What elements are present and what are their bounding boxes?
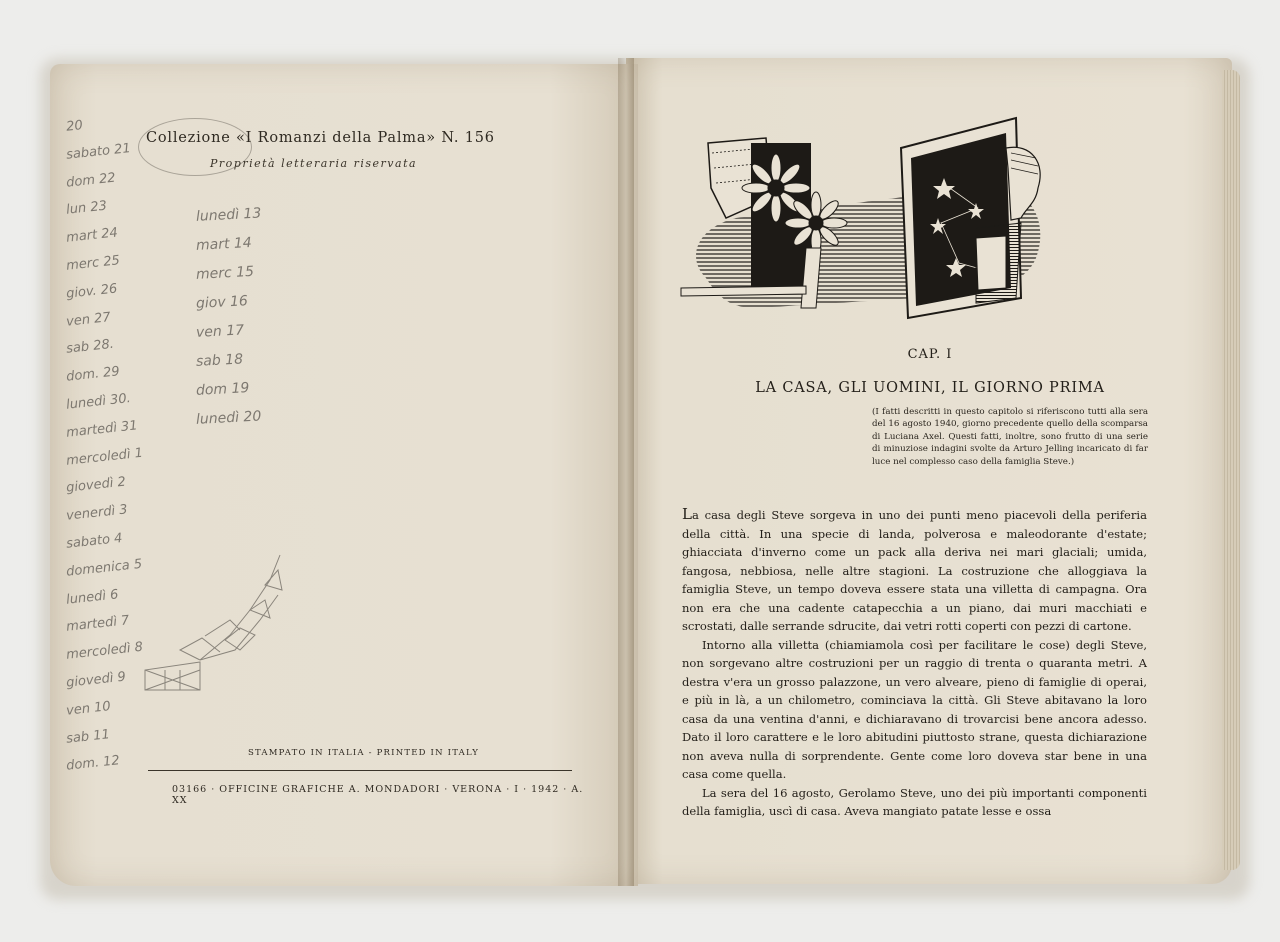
chapter-title: LA CASA, GLI UOMINI, IL GIORNO PRIMA [755,380,1105,396]
printer-imprint: 03166 · OFFICINE GRAFICHE A. MONDADORI · VERONA · I · 1942 · A. XX [172,784,584,806]
handwritten-date: mercoledì 8 [65,639,144,663]
handwritten-date: sab 11 [65,726,111,747]
handwritten-date: lun 23 [65,198,108,219]
handwritten-date: dom 22 [65,170,117,191]
handwritten-date: giov 16 [195,293,249,312]
drop-cap: L [682,505,692,523]
handwritten-date: ven 27 [65,309,112,330]
handwritten-date: martedì 31 [65,418,139,441]
handwritten-date: domenica 5 [65,556,143,580]
page-edges [1222,70,1240,870]
chapter-note: (I fatti descritti in questo capitolo si riferiscono tutti alla sera del 16 agosto 1940, giorno precedente quello della scomparsa di Luciana Axel. Questi fatti, inoltre, sono frutto di una serie di minuziose indagini svolte da Arturo Jelling incaricato di far luce nel complesso caso della famiglia Steve.) [872,407,1148,467]
handwritten-date: giov. 26 [65,281,119,302]
chapter-body [682,505,1147,821]
paragraph-3: La sera del 16 agosto, Gerolamo Steve, uno dei più importanti componenti della famiglia, uscì di casa. Aveva mangiato patate lesse e ossa [682,785,1147,818]
paragraph-1-text: a casa degli Steve sorgeva in uno dei punti meno piacevoli della periferia della città. In una specie di landa, polverosa e maleodorante d'estate; ghiacciata d'inverno come un pack alla deriva nei mari glaciali; umida, fangosa, nebbiosa, nelle altre stagioni. La costruzione che alloggiava la famiglia Steve, un tempo doveva essere stata una villetta di campagna. Ora non era che una cadente catapecchia a un piano, dai muri macchiati e scrostati, dalle serrande sdrucite, dai vetri rotti coperti con pezzi di cartone. [682,508,1147,633]
handwritten-date: giovedì 2 [65,474,127,497]
chapter-number: CAP. I [907,347,953,362]
handwritten-dates-column-2 [196,200,306,432]
handwritten-date: sabato 4 [65,530,124,552]
rights-notice: Proprietà letteraria riservata [210,157,418,170]
paragraph-1 [682,505,1147,636]
handwritten-date: dom. 12 [65,753,121,775]
chapter-illustration-icon [676,108,1056,333]
handwritten-date: giovedì 9 [65,669,127,691]
book-gutter [618,58,634,886]
handwritten-date: lunedì 30. [65,390,132,413]
handwritten-date: sab 28. [65,337,115,358]
collection-title: Collezione «I Romanzi della Palma» N. 156 [146,130,495,146]
handwritten-date: mercoledì 1 [65,445,144,469]
handwritten-date: dom 19 [195,380,250,399]
handwritten-date: mart 24 [65,225,119,246]
handwritten-date: sab 18 [195,351,244,370]
handwritten-date: martedì 7 [65,613,131,636]
paragraph-2: Intorno alla villetta (chiamiamola così per facilitare le cose) degli Steve, non sorgevano altre costruzioni per un raggio di trenta o quaranta metri. A destra v'era un grosso palazzone, un vero alveare, pieno di famiglie di operai, e più in là, a un chilometro, cominciava la città. Gli Steve abitavano la loro casa da una ventina d'anni, e dichiaravano di trovarcisi bene ancora adesso. Dato il loro carattere e le loro abitudini piuttosto strane, questa dichiarazione non aveva nulla di sorprendente. Gente come loro doveva star bene in una casa come quella. [682,637,1147,781]
handwritten-date: merc 25 [65,253,121,274]
handwritten-date: lunedì 6 [65,586,120,608]
handwritten-date: dom. 29 [65,364,121,385]
pencil-sketch-icon [140,540,290,700]
handwritten-date: 20 [65,118,84,135]
handwritten-date: ven 10 [65,698,112,719]
handwritten-date: lunedì 20 [195,408,262,428]
printed-in-italy: STAMPATO IN ITALIA - PRINTED IN ITALY [248,748,480,758]
imprint-rule [148,770,572,771]
handwritten-date: mart 14 [195,234,253,254]
handwritten-date: ven 17 [195,322,245,341]
handwritten-date: venerdì 3 [65,502,129,524]
handwritten-date: merc 15 [195,263,255,283]
handwritten-date: sabato 21 [65,140,132,163]
handwritten-date: lunedì 13 [195,205,262,225]
